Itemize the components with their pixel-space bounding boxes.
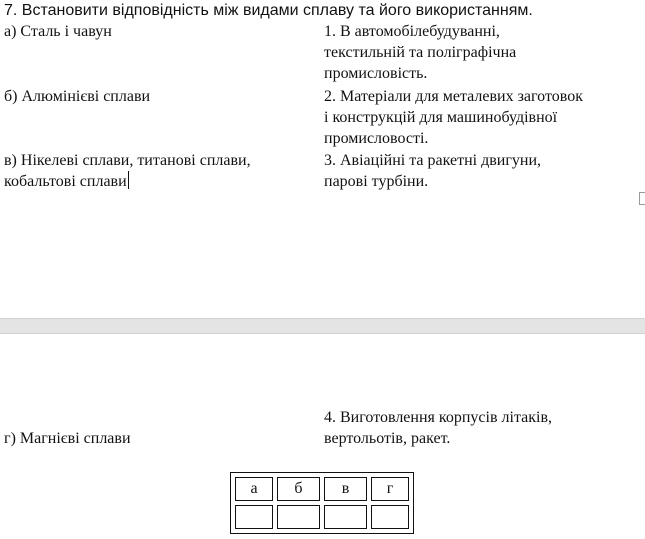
- option-1-line-3: промисловість.: [324, 65, 428, 82]
- answer-header-v: в: [324, 477, 367, 501]
- option-2-line-1: 2. Матеріали для металевих заготовок: [324, 88, 583, 105]
- option-4-line-1: 4. Виготовлення корпусів літаків,: [324, 409, 552, 426]
- answer-header-a: а: [235, 477, 273, 501]
- option-a-left: а) Сталь і чавун: [4, 23, 112, 40]
- answer-table-input-row: [235, 505, 409, 529]
- answer-table-header-row: [235, 477, 409, 501]
- question-title: 7. Встановити відповідність між видами сплаву та його використанням.: [4, 2, 533, 19]
- option-v-left-line-1: в) Нікелеві сплави, титанові сплави,: [4, 152, 251, 169]
- answer-cell-b[interactable]: [277, 505, 320, 529]
- answer-header-g: г: [371, 477, 409, 501]
- option-b-left: б) Алюмінієві сплави: [4, 88, 151, 105]
- option-4-line-2: вертольотів, ракет.: [324, 430, 451, 447]
- answer-table: [230, 472, 414, 534]
- answer-cell-a[interactable]: [235, 505, 273, 529]
- option-3-line-1: 3. Авіаційні та ракетні двигуни,: [324, 152, 542, 169]
- option-1-line-2: текстильній та поліграфічна: [324, 44, 517, 61]
- option-2-line-3: промисловості.: [324, 130, 429, 147]
- option-3-line-2: парові турбіни.: [324, 173, 429, 190]
- option-g-left: г) Магнієві сплави: [4, 430, 131, 447]
- option-2-line-2: і конструкцій для машинобудівної: [324, 109, 558, 126]
- text-boundary-mark: [639, 192, 645, 205]
- page-break-gap: [0, 318, 645, 334]
- answer-header-b: б: [277, 477, 320, 501]
- answer-cell-v[interactable]: [324, 505, 367, 529]
- text-cursor: [128, 171, 129, 189]
- option-1-line-1: 1. В автомобілебудуванні,: [324, 23, 500, 40]
- option-v-left-line-2[interactable]: [4, 171, 129, 192]
- option-v-left-line-2-text: кобальтові сплави: [4, 173, 127, 190]
- answer-cell-g[interactable]: [371, 505, 409, 529]
